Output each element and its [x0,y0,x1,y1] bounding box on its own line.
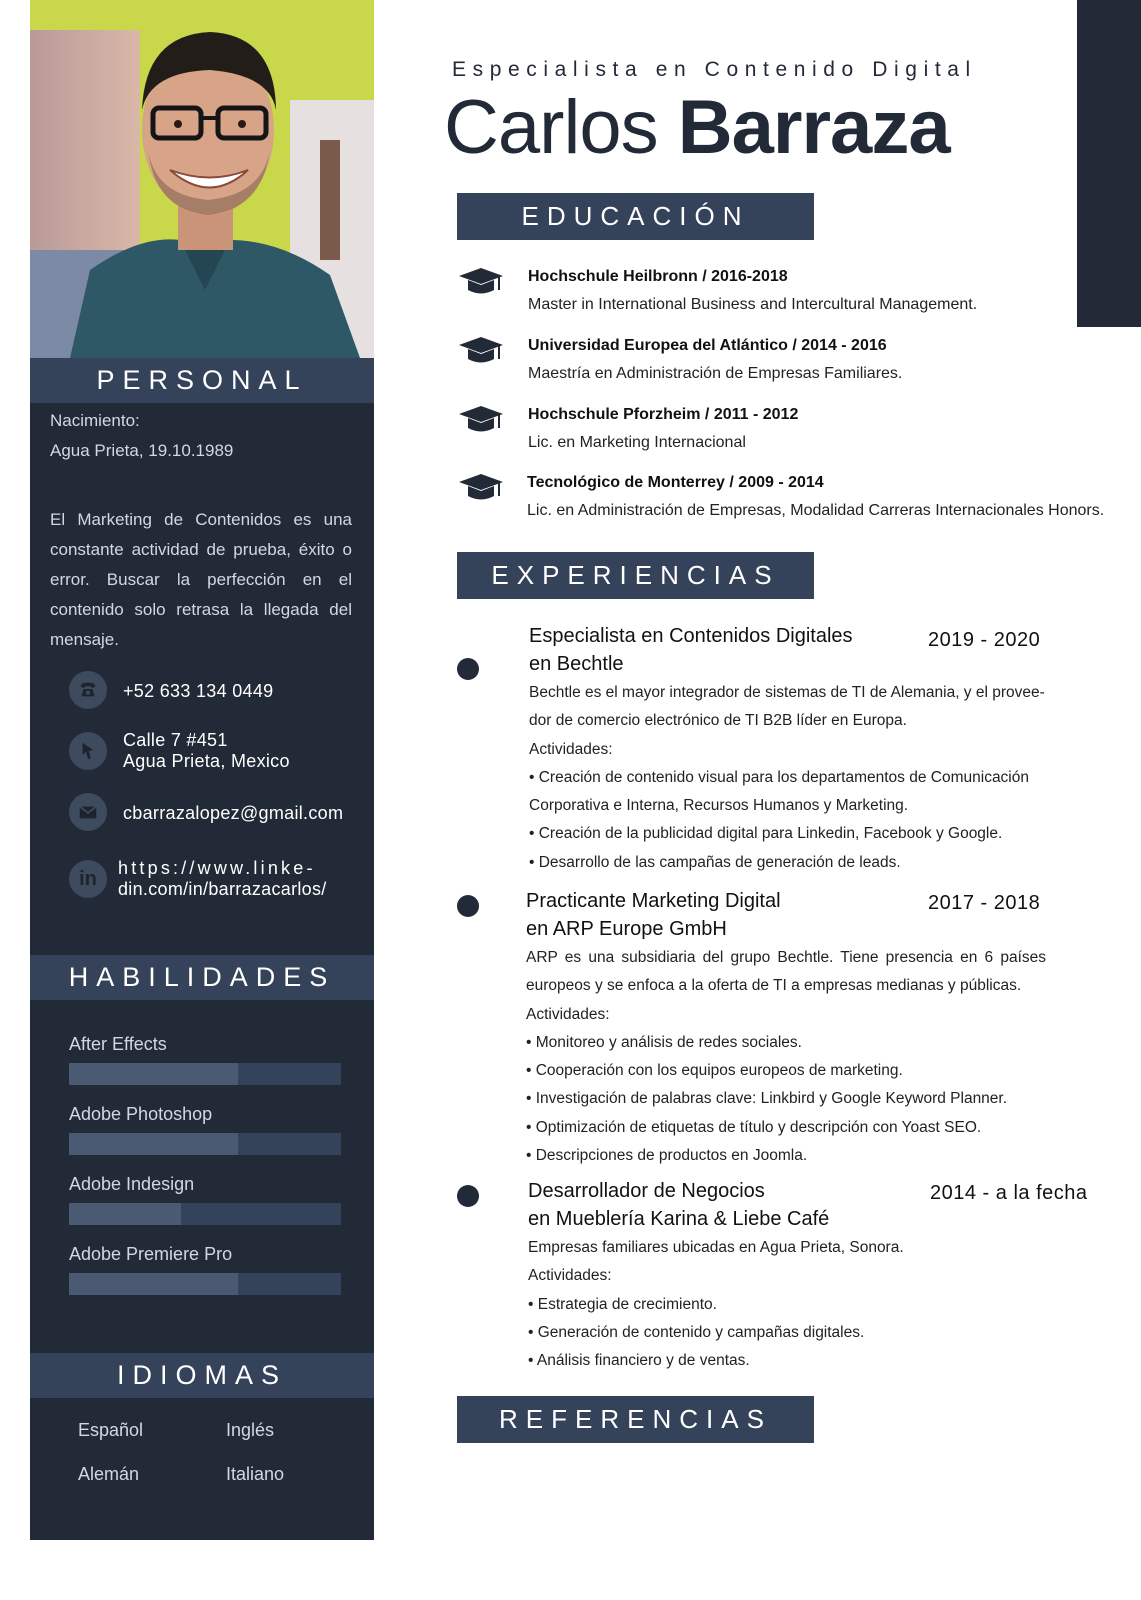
experience-line: Actividades: [529,740,613,758]
education-desc: Maestría en Administración de Empresas Familiares. [528,365,903,382]
experience-title: Especialista en Contenidos Digitales [529,625,853,647]
skill-label: Adobe Premiere Pro [69,1244,233,1264]
experience-line: • Monitoreo y análisis de redes sociales. [526,1033,802,1051]
graduation-cap-icon [457,266,505,303]
education-title: Tecnológico de Monterrey / 2009 - 2014 [527,474,824,491]
experience-line: • Desarrollo de las campañas de generación de leads. [529,853,901,871]
timeline-dot [457,895,479,917]
address-line1: Calle 7 #451 [123,730,228,750]
experience-line: Corporativa e Interna, Recursos Humanos y Marketing. [529,797,909,815]
experience-line: • Investigación de palabras clave: Linkbird y Google Keyword Planner. [526,1090,1008,1108]
experience-company: en Mueblería Karina & Liebe Café [528,1208,830,1230]
education-desc: Master in International Business and Intercultural Management. [528,296,978,313]
education-heading: EDUCACIÓN [457,193,814,240]
skill-label: Adobe Indesign [69,1174,195,1194]
first-name: Carlos [444,85,658,170]
phone-icon [69,671,107,709]
experience-line: dor de comercio electrónico de TI B2B líder en Europa. [529,712,907,730]
skills-heading: HABILIDADES [30,955,374,1000]
skill-label: Adobe Photoshop [69,1104,213,1124]
skill-label: After Effects [69,1034,167,1054]
corner-decoration [1077,0,1141,327]
job-subtitle: Especialista en Contenido Digital [452,58,977,81]
experience-description [529,679,1059,877]
experience-date: 2014 - a la fecha [930,1182,1088,1204]
skill-bar [69,1203,341,1225]
experience-line: • Análisis financiero y de ventas. [528,1352,750,1370]
skill-bar-fill [69,1133,238,1155]
experience-line: • Creación de contenido visual para los departamentos de Comunicación [529,768,1029,786]
experience-line: • Descripciones de productos en Joomla. [526,1147,808,1165]
languages-heading: IDIOMAS [30,1353,374,1398]
experience-line: Actividades: [526,1005,610,1023]
linkedin-line1[interactable]: https://www.linke- [118,858,316,878]
experience-heading: EXPERIENCIAS [457,552,814,599]
person-name [444,84,950,171]
experience-company: en ARP Europe GmbH [526,918,727,940]
experience-title: Practicante Marketing Digital [526,890,781,912]
education-title: Universidad Europea del Atlántico / 2014 - 2016 [528,337,887,354]
skill-bar-fill [69,1273,238,1295]
personal-quote: El Marketing de Contenidos es una constante actividad de prueba, éxito o error. Buscar la perfección en el contenido solo retrasa la llegada del mensaje. [50,510,352,649]
birth-value: Agua Prieta, 19.10.1989 [50,441,234,460]
education-title: Hochschule Heilbronn / 2016-2018 [528,268,788,285]
location-pin-icon [69,732,107,770]
email-link[interactable]: cbarrazalopez@gmail.com [123,803,344,823]
skill-bar [69,1273,341,1295]
language-item: Italiano [226,1464,285,1484]
profile-photo [30,0,374,358]
references-heading: REFERENCIAS [457,1396,814,1443]
language-item: Alemán [78,1464,140,1484]
experience-line: Empresas familiares ubicadas en Agua Prieta, Sonora. [528,1239,904,1256]
phone-text[interactable]: +52 633 134 0449 [123,681,274,701]
experience-line: • Generación de contenido y campañas digitales. [528,1323,865,1341]
experience-company: en Bechtle [529,653,624,675]
skill-bar-fill [69,1203,181,1225]
experience-intro: ARP es una subsidiaria del grupo Bechtle. Tiene presencia en 6 países europeos y se enfoca a la oferta de TI a empresas medianas y públicas. [526,949,1046,995]
skill-bar [69,1063,341,1085]
graduation-cap-icon [457,335,505,372]
graduation-cap-icon [457,404,505,441]
linkedin-line2[interactable]: din.com/in/barrazacarlos/ [118,879,327,899]
personal-heading: PERSONAL [30,358,374,403]
experience-date: 2019 - 2020 [928,629,1041,651]
linkedin-icon: in [69,860,107,898]
last-name: Barraza [677,85,950,170]
skill-bar [69,1133,341,1155]
address-line2: Agua Prieta, Mexico [123,751,290,771]
experience-line: • Optimización de etiquetas de título y descripción con Yoast SEO. [526,1118,982,1136]
timeline-dot [457,1185,479,1207]
experience-line: Bechtle es el mayor integrador de sistemas de TI de Alemania, y el provee- [529,684,1045,701]
experience-title: Desarrollador de Negocios [528,1180,765,1202]
graduation-cap-icon [457,472,505,509]
birth-label: Nacimiento: [50,411,140,430]
education-desc: Lic. en Marketing Internacional [528,434,746,451]
experience-description [526,944,1046,1170]
skill-bar-fill [69,1063,238,1085]
experience-line: • Cooperación con los equipos europeos de marketing. [526,1062,903,1080]
experience-line: Actividades: [528,1267,612,1285]
experience-description [528,1234,1058,1375]
mail-icon [69,793,107,831]
language-item: Español [78,1420,144,1440]
education-desc: Lic. en Administración de Empresas, Modalidad Carreras Internacionales Honors. [527,502,1105,519]
education-title: Hochschule Pforzheim / 2011 - 2012 [528,406,799,423]
language-item: Inglés [226,1420,275,1440]
experience-date: 2017 - 2018 [928,892,1041,914]
experience-line: • Estrategia de crecimiento. [528,1295,717,1313]
experience-line: • Creación de la publicidad digital para Linkedin, Facebook y Google. [529,825,1003,843]
timeline-dot [457,658,479,680]
